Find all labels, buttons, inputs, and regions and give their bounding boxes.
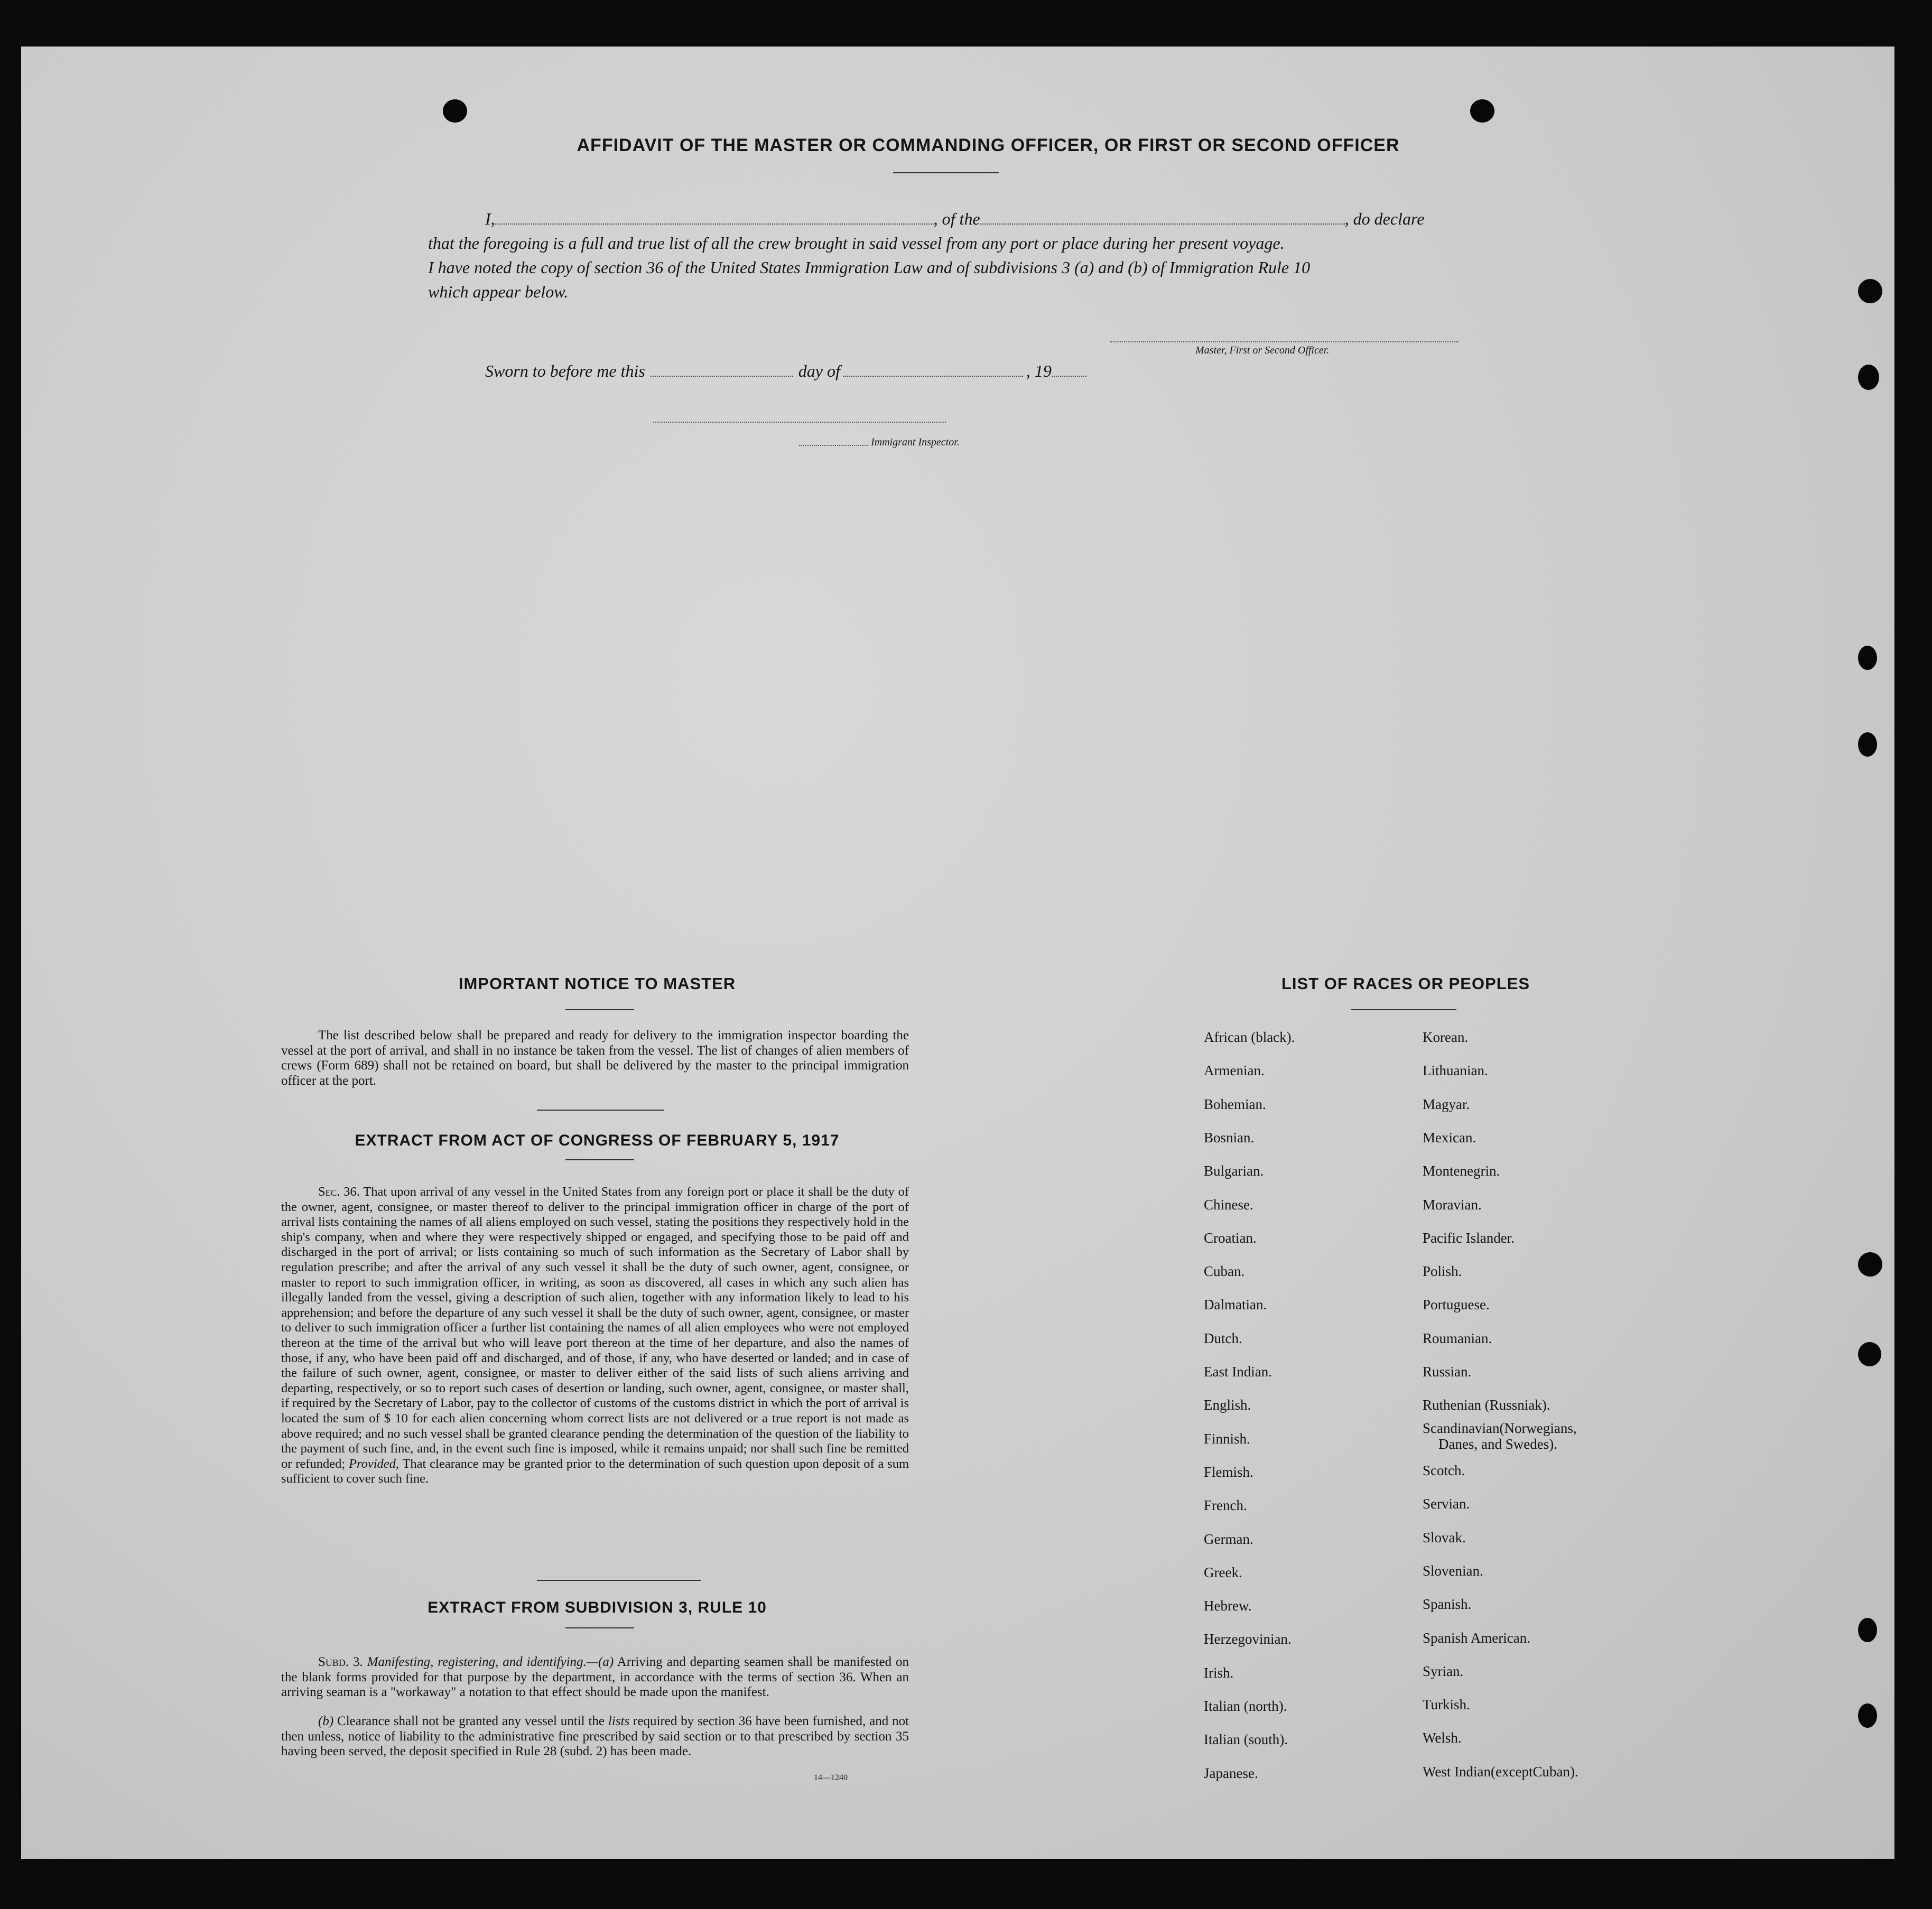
race-item: French. [1204, 1497, 1247, 1514]
race-item: East Indian. [1204, 1364, 1272, 1380]
race-item: Italian (south). [1204, 1731, 1288, 1748]
race-item: Dalmatian. [1204, 1297, 1267, 1313]
b-lists: lists [608, 1714, 630, 1728]
race-item: German. [1204, 1531, 1253, 1547]
vessel-name-blank [980, 224, 1345, 225]
races-title: LIST OF RACES OR PEOPLES [1281, 974, 1530, 993]
race-item: Italian (north). [1204, 1698, 1287, 1714]
sworn-line [485, 361, 1086, 381]
race-item: Hebrew. [1204, 1598, 1252, 1614]
race-item: Moravian. [1423, 1196, 1482, 1213]
race-item: Dutch. [1204, 1330, 1242, 1346]
affidavit-title: AFFIDAVIT OF THE MASTER OR COMMANDING OFFICER, OR FIRST OR SECOND OFFICER [577, 135, 1400, 155]
punch-hole [1858, 732, 1877, 757]
rule-b-text-1: Clearance shall not be granted any vessel until the [337, 1714, 605, 1728]
race-item: Bohemian. [1204, 1096, 1266, 1112]
form-number: 14—1240 [814, 1773, 848, 1782]
race-item: Slovenian. [1423, 1562, 1483, 1579]
act-text [281, 1185, 909, 1487]
race-item: Bosnian. [1204, 1129, 1255, 1146]
year-blank [1052, 376, 1086, 377]
punch-hole [1858, 279, 1882, 303]
race-item: Spanish American. [1423, 1629, 1530, 1646]
inspector-dots [799, 445, 868, 446]
signature-blank [1110, 341, 1459, 342]
affidavit-i-label: I, [485, 209, 495, 228]
race-item: Welsh. [1423, 1730, 1462, 1746]
punch-hole [1858, 365, 1879, 390]
punch-hole [1470, 99, 1494, 123]
divider [893, 172, 999, 173]
affidavit-declare-label: , do declare [1344, 209, 1425, 228]
day-blank [651, 376, 793, 377]
race-item: Ruthenian (Russniak). [1423, 1397, 1550, 1413]
punch-hole [1858, 646, 1877, 670]
act-title: EXTRACT FROM ACT OF CONGRESS OF FEBRUARY 5, 1917 [355, 1132, 840, 1149]
race-item: African (black). [1204, 1029, 1295, 1045]
sworn-year-label: , 19 [1026, 361, 1052, 380]
master-name-blank [495, 224, 934, 225]
race-item: Scotch. [1423, 1463, 1465, 1478]
rule-text-a [281, 1655, 909, 1700]
inspector-caption: Immigrant Inspector. [871, 436, 960, 448]
race-item: Danes, and Swedes). [1438, 1436, 1557, 1452]
race-item: Servian. [1423, 1496, 1470, 1512]
sworn-prefix: Sworn to before me this [485, 361, 645, 380]
race-item: Portuguese. [1423, 1297, 1490, 1313]
act-body-b: That clearance may be granted prior to the determination of such question upon deposit of a sum sufficient to cover such fine. [281, 1456, 909, 1486]
affidavit-line-2: that the foregoing is a full and true list of all the crew brought in said vessel from any port or place during her present voyage. [428, 234, 1285, 253]
divider [565, 1009, 634, 1010]
punch-hole [1858, 1342, 1881, 1366]
rule-a-text: Arriving and departing seamen shall be manifested on the blank forms provided for that purpose by the department, in accordance with the terms of section 36. When an arriving seaman is a "workaway" a notation to that effect should be made upon the manifest. [281, 1655, 909, 1700]
race-item: Lithuanian. [1423, 1063, 1488, 1079]
race-item: Croatian. [1204, 1230, 1257, 1246]
race-item: Mexican. [1423, 1129, 1476, 1146]
race-item: Slovak. [1423, 1529, 1466, 1545]
month-blank [843, 376, 1023, 377]
race-item: Greek. [1204, 1564, 1242, 1580]
subd-label: Subd. 3. [318, 1655, 363, 1669]
sec-label: Sec. 36. [318, 1185, 360, 1199]
affidavit-line-4: which appear below. [428, 282, 569, 301]
race-item: Flemish. [1204, 1464, 1253, 1480]
race-item: English. [1204, 1397, 1251, 1413]
race-item: Scandinavian(Norwegians, [1423, 1420, 1577, 1436]
rule-b-text-2: required by section 36 have been furnished, and not then unless, notice of liability to the administrative fine prescribed by said section or to that prescribed by section 35 having been served, the deposit specified in Rule 28 (subd. 2) has been made. [281, 1714, 909, 1759]
inspector-signature-blank [653, 422, 946, 423]
race-item: Russian. [1423, 1364, 1472, 1380]
divider [565, 1627, 634, 1628]
signer-caption: Master, First or Second Officer. [1195, 344, 1330, 356]
race-item: Japanese. [1204, 1765, 1258, 1781]
rule-text-b [281, 1714, 909, 1759]
race-item: Chinese. [1204, 1196, 1253, 1213]
race-item: Syrian. [1423, 1663, 1464, 1679]
race-item: Armenian. [1204, 1063, 1265, 1079]
race-item: Montenegrin. [1423, 1163, 1500, 1179]
race-item: Pacific Islander. [1423, 1230, 1515, 1246]
punch-hole [1858, 1252, 1882, 1277]
race-item: West Indian(exceptCuban). [1423, 1763, 1578, 1780]
notice-body: The list described below shall be prepared and ready for delivery to the immigration inspector boarding the vessel at the port of arrival, and shall in no instance be taken from the vessel. The list of changes of alien members of crews (Form 689) shall not be retained on board, but shall be delivered by the master to the principal immigration officer at the port. [281, 1028, 909, 1088]
divider [537, 1110, 664, 1111]
divider [565, 1159, 634, 1160]
punch-hole [443, 99, 467, 123]
punch-hole [1858, 1703, 1877, 1728]
notice-title: IMPORTANT NOTICE TO MASTER [458, 974, 736, 993]
race-item: Korean. [1423, 1029, 1469, 1045]
race-item: Cuban. [1204, 1263, 1245, 1280]
affidavit-line-1 [485, 209, 1424, 229]
race-item: Magyar. [1423, 1096, 1470, 1112]
a-label: —(a) [586, 1655, 614, 1669]
race-item: Herzegovinian. [1204, 1631, 1292, 1647]
rule-title: EXTRACT FROM SUBDIVISION 3, RULE 10 [428, 1599, 767, 1616]
document-page [21, 46, 1894, 1859]
divider [1351, 1009, 1456, 1010]
subd-heading: Manifesting, registering, and identifying. [367, 1655, 587, 1669]
race-item: Bulgarian. [1204, 1163, 1264, 1179]
act-body-a: That upon arrival of any vessel in the United States from any foreign port or place it shall be the duty of the owner, agent, consignee, or master thereof to deliver to the principal immigration officer in charge of the port of arrival lists containing the names of all aliens employed on such vessel, stating the positions they respectively hold in the ship's company, when and where they were respectively shipped or engaged, and specifying those to be paid off and discharged in the port of arrival; or lists containing so much of such information as the Secretary of Labor shall by regulation prescribe; and after the arrival of any such vessel it shall be the duty of such owner, agent, consignee, or master to report to such immigration officer, in writing, as soon as discovered, all cases in which any such alien has illegally landed from the vessel, giving a description of such alien, together with any information likely to lead to his apprehension; and before the departure of any such vessel it shall be the duty of such owner, agent, consignee, or master to deliver to such immigration officer a further list containing the names of all alien employees who were not employed thereon at the time of the arrival but who will leave port thereon at the time of her departure, and also the names of those, if any, who have been paid off and discharged, and of those, if any, who have deserted or landed; and in case of the failure of such owner, agent, consignee, or master to deliver either of the said lists of such aliens arriving and departing, respectively, or so to report such cases of desertion or landing, such owner, agent, consignee, or master shall, if required by the Secretary of Labor, pay to the collector of customs of the customs district in which the port of arrival is located the sum of $ 10 for each alien concerning whom correct lists are not delivered or a true report is not made as above required; and no such vessel shall be granted clearance pending the determination of the question of the liability to the payment of such fine, and, in the event such fine is imposed, while it remains unpaid; nor shall such fine be remitted or refunded; [281, 1185, 909, 1471]
affidavit-line-3: I have noted the copy of section 36 of the United States Immigration Law and of subdivisions 3 (a) and (b) of Immigration Rule 10 [428, 258, 1311, 277]
race-item: Irish. [1204, 1664, 1234, 1681]
divider [537, 1580, 701, 1581]
sworn-day-label: day of [798, 361, 840, 380]
provided-label: Provided, [349, 1456, 400, 1471]
race-item: Finnish. [1204, 1430, 1250, 1447]
affidavit-of-label: , of the [933, 209, 980, 228]
punch-hole [1858, 1618, 1877, 1642]
race-item: Polish. [1423, 1263, 1462, 1280]
race-item: Turkish. [1423, 1697, 1470, 1713]
race-item: Spanish. [1423, 1596, 1472, 1613]
b-label: (b) [318, 1714, 334, 1728]
race-item: Roumanian. [1423, 1330, 1492, 1346]
notice-text [281, 1028, 909, 1088]
